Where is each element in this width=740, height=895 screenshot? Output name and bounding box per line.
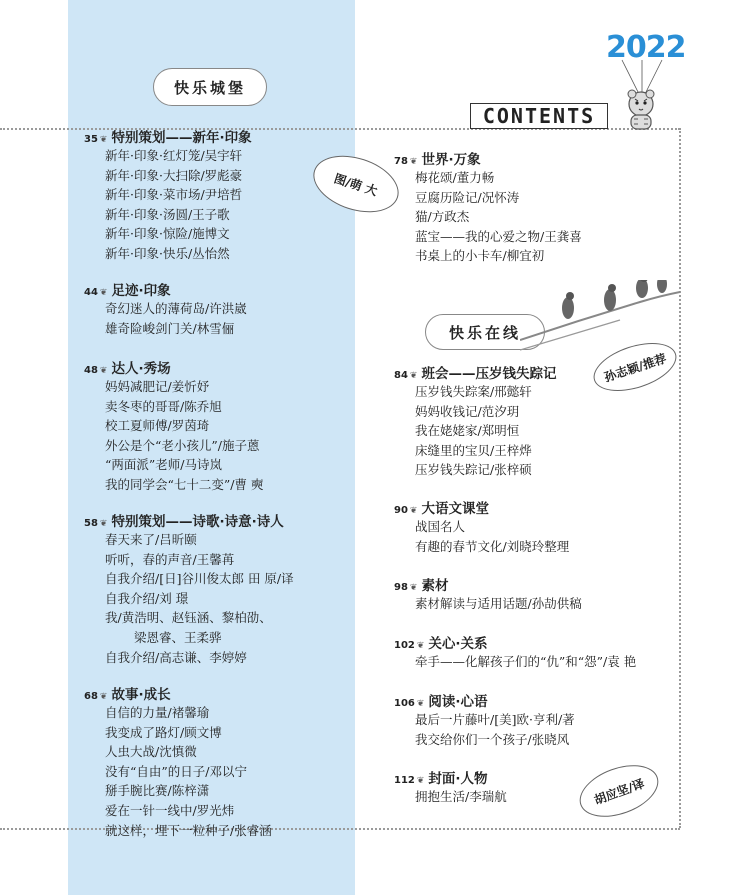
toc-entry[interactable]: 新年·印象·大扫除/罗彪豪 [105, 167, 243, 183]
toc-entry[interactable]: 听听，春的声音/王馨苒 [105, 551, 235, 567]
illustrator-credit: 图/萌 大 [306, 146, 406, 223]
toc-entry[interactable]: 妈妈减肥记/姜忻妤 [105, 379, 210, 394]
toc-section [394, 148, 582, 266]
section-heading[interactable]: 98 ❦ 素材 [394, 578, 449, 594]
toc-entry[interactable]: 新年·印象·汤圆/王子歌 [105, 206, 230, 222]
toc-entry[interactable]: 拥抱生活/李瑞航 [415, 789, 507, 804]
toc-entry[interactable]: 爱在一针一线中/罗光炜 [105, 802, 235, 818]
leaf-icon: ❦ [409, 506, 418, 516]
toc-entry[interactable]: 新年·印象·快乐/丛怡然 [105, 245, 230, 261]
toc-entry[interactable]: 压岁钱失踪案/邢懿轩 [415, 384, 532, 399]
section-heading[interactable]: 68 ❦ 故事·成长 [84, 687, 171, 703]
toc-entry[interactable]: 人虫大战/沈慎微 [105, 744, 197, 760]
toc-entry[interactable]: 战国名人 [415, 519, 466, 534]
right-cloud-title: 快乐在线 [425, 314, 545, 350]
toc-entry[interactable]: 书桌上的小卡车/柳宜初 [415, 248, 545, 264]
toc-entry[interactable]: 新年·印象·惊险/施博文 [105, 226, 230, 242]
toc-entry[interactable]: 妈妈收钱记/范汐玥 [415, 403, 520, 419]
leaf-icon: ❦ [409, 157, 418, 167]
leaf-icon: ❦ [99, 135, 108, 145]
left-cloud-title: 快乐城堡 [153, 68, 267, 106]
toc-section [394, 690, 575, 749]
toc-entry[interactable]: 自信的力量/褚馨瑜 [105, 705, 210, 720]
toc-section [84, 279, 247, 338]
toc-entry[interactable]: 雄奇险峻剑门关/林雪俪 [105, 320, 235, 336]
year-label: 2022 [606, 30, 686, 65]
toc-entry[interactable]: 梁恩睿、王柔骅 [134, 629, 222, 645]
toc-entry[interactable]: 自我介绍/高志谦、李婷婷 [105, 649, 247, 665]
toc-entry[interactable]: 自我介绍/[日]谷川俊太郎 田 原/译 [105, 571, 294, 587]
section-heading[interactable]: 90 ❦ 大语文课堂 [394, 501, 489, 517]
section-heading[interactable]: 44 ❦ 足迹·印象 [84, 283, 171, 299]
tiger-cub-icon [620, 88, 662, 130]
toc-section [394, 767, 507, 807]
toc-entry[interactable]: 床缝里的宝贝/王梓烨 [415, 442, 532, 458]
leaf-icon: ❦ [416, 641, 425, 651]
toc-section [84, 357, 263, 495]
toc-entry[interactable]: 新年·印象·菜市场/尹培哲 [105, 187, 243, 203]
toc-entry[interactable]: 新年·印象·红灯笼/吴宇轩 [105, 148, 243, 163]
leaf-icon: ❦ [99, 288, 108, 298]
toc-entry[interactable]: 卖冬枣的哥哥/陈乔旭 [105, 398, 222, 414]
leaf-icon: ❦ [416, 699, 425, 709]
toc-entry[interactable]: 我/黄浩明、赵钰涵、黎柏劭、 [105, 610, 272, 626]
toc-section [84, 683, 272, 840]
toc-section [394, 632, 636, 672]
leaf-icon: ❦ [409, 371, 418, 381]
section-heading[interactable]: 58 ❦ 特别策划——诗歌·诗意·诗人 [84, 514, 284, 530]
toc-entry[interactable]: 春天来了/吕昕颐 [105, 532, 197, 547]
section-heading[interactable]: 102 ❦ 关心·关系 [394, 636, 488, 652]
toc-entry[interactable]: 我在姥姥家/郑明恒 [415, 423, 520, 439]
frame-right-border [679, 128, 681, 828]
toc-section [394, 574, 582, 614]
toc-entry[interactable]: 素材解读与适用话题/孙劼供稿 [415, 596, 582, 611]
section-heading[interactable]: 78 ❦ 世界·万象 [394, 152, 481, 168]
leaf-icon: ❦ [99, 366, 108, 376]
section-heading[interactable]: 112 ❦ 封面·人物 [394, 771, 488, 787]
toc-entry[interactable]: 有趣的春节文化/刘晓玲整理 [415, 538, 570, 554]
leaf-icon: ❦ [416, 776, 425, 786]
toc-entry[interactable]: 蓝宝——我的心爱之物/王龚喜 [415, 228, 582, 244]
toc-entry[interactable]: 就这样，埋下一粒种子/张睿涵 [105, 822, 272, 838]
toc-entry[interactable]: 梅花颂/董力畅 [415, 170, 495, 185]
toc-entry[interactable]: 豆腐历险记/况怀涛 [415, 189, 520, 205]
translator-credit: 胡应坚/译 [573, 755, 666, 826]
toc-entry[interactable]: “两面派”老师/马诗岚 [105, 457, 222, 473]
toc-entry[interactable]: 掰手腕比赛/陈梓潇 [105, 783, 210, 799]
toc-section [84, 126, 252, 264]
toc-entry[interactable]: 最后一片藤叶/[美]欧·亨利/著 [415, 712, 575, 727]
section-heading[interactable]: 35 ❦ 特别策划——新年·印象 [84, 130, 252, 146]
toc-entry[interactable]: 自我介绍/刘 璟 [105, 590, 189, 606]
contents-title: CONTENTS [470, 103, 608, 129]
section-heading[interactable]: 48 ❦ 达人·秀场 [84, 361, 171, 377]
toc-entry[interactable]: 压岁钱失踪记/张梓硕 [415, 462, 532, 478]
toc-section [394, 497, 569, 556]
toc-entry[interactable]: 外公是个“老小孩儿”/施子蒽 [105, 437, 260, 453]
toc-entry[interactable]: 牵手——化解孩子们的“仇”和“怨”/袁 艳 [415, 654, 637, 669]
section-heading[interactable]: 106 ❦ 阅读·心语 [394, 694, 488, 710]
toc-entry[interactable]: 我交给你们一个孩子/张晓风 [415, 731, 570, 747]
toc-entry[interactable]: 我变成了路灯/顾文博 [105, 724, 222, 740]
toc-entry[interactable]: 奇幻迷人的薄荷岛/许洪崴 [105, 301, 247, 316]
toc-entry[interactable]: 猫/方政杰 [415, 209, 470, 225]
leaf-icon: ❦ [99, 519, 108, 529]
toc-section [394, 362, 556, 480]
leaf-icon: ❦ [409, 583, 418, 593]
toc-entry[interactable]: 我的同学会“七十二变”/曹 奭 [105, 476, 264, 492]
toc-entry[interactable]: 没有“自由”的日子/邓以宁 [105, 763, 247, 779]
recommender-credit: 孙志颖/推荐 [588, 334, 683, 401]
section-heading[interactable]: 84 ❦ 班会——压岁钱失踪记 [394, 366, 557, 382]
leaf-icon: ❦ [99, 692, 108, 702]
toc-entry[interactable]: 校工夏师傅/罗茵琦 [105, 418, 210, 434]
toc-section [84, 510, 294, 667]
